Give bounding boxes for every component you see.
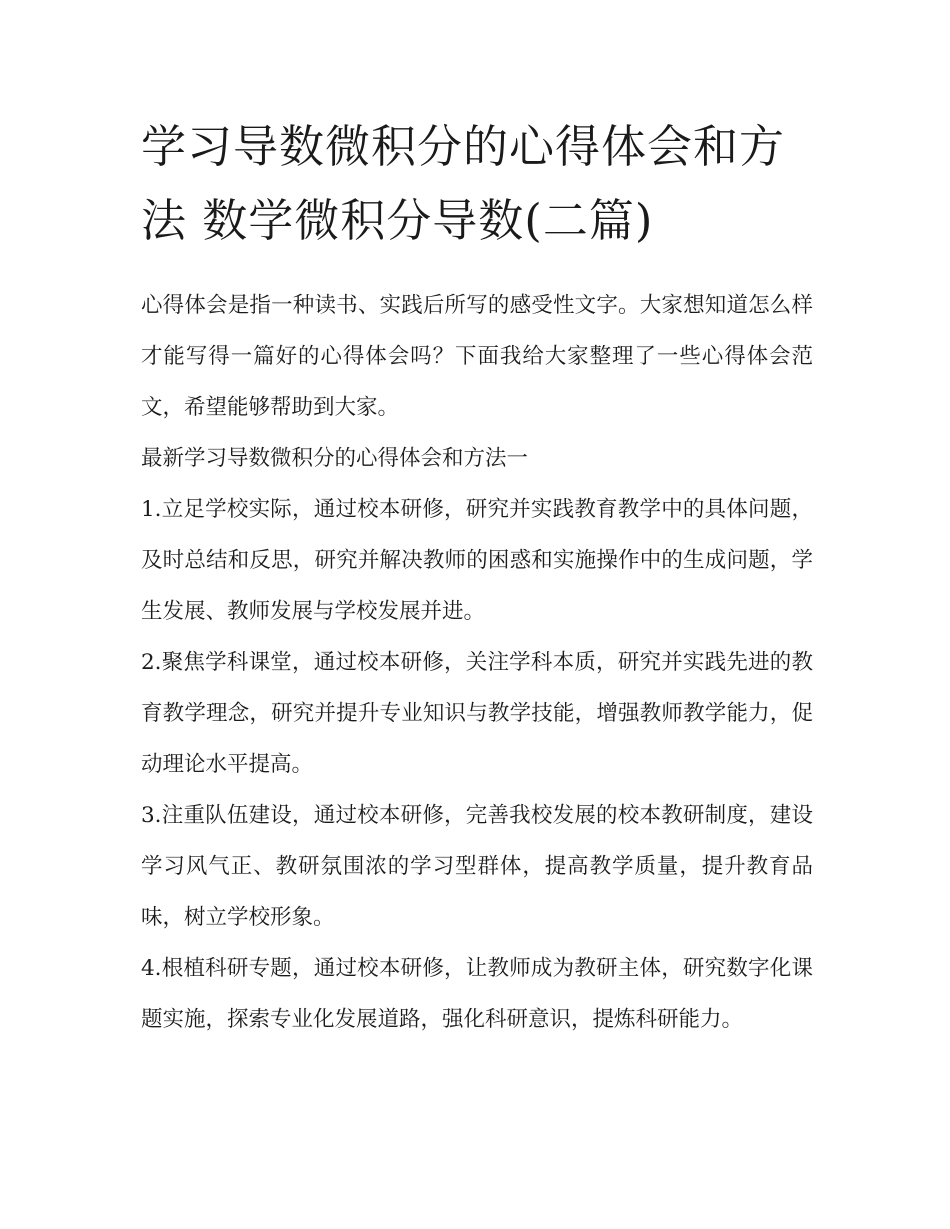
list-item-1: 1.立足学校实际，通过校本研修，研究并实践教育教学中的具体问题，及时总结和反思，研究并解决教师的困惑和实施操作中的生成问题，学生发展、教师发展与学校发展并进。: [141, 497, 813, 624]
list-item-3: 3.注重队伍建设，通过校本研修，完善我校发展的校本教研制度，建设学习风气正、教研氛围浓的学习型群体，提高教学质量，提升教育品味，树立学校形象。: [141, 803, 813, 930]
document-title: 学习导数微积分的心得体会和方法 数学微积分导数(二篇): [141, 120, 786, 247]
section-heading: 最新学习导数微积分的心得体会和方法一: [141, 446, 529, 471]
intro-paragraph: 心得体会是指一种读书、实践后所写的感受性文字。大家想知道怎么样才能写得一篇好的心得体会吗？下面我给大家整理了一些心得体会范文，希望能够帮助到大家。: [141, 293, 813, 420]
list-item-4: 4.根植科研专题，通过校本研修，让教师成为教研主体，研究数字化课题实施，探索专业化发展道路，强化科研意识，提炼科研能力。: [141, 956, 813, 1032]
list-item-2: 2.聚焦学科课堂，通过校本研修，关注学科本质，研究并实践先进的教育教学理念，研究并提升专业知识与教学技能，增强教师教学能力，促动理论水平提高。: [141, 650, 813, 777]
document-page: [141, 110, 813, 1045]
document-body: [141, 280, 813, 1045]
